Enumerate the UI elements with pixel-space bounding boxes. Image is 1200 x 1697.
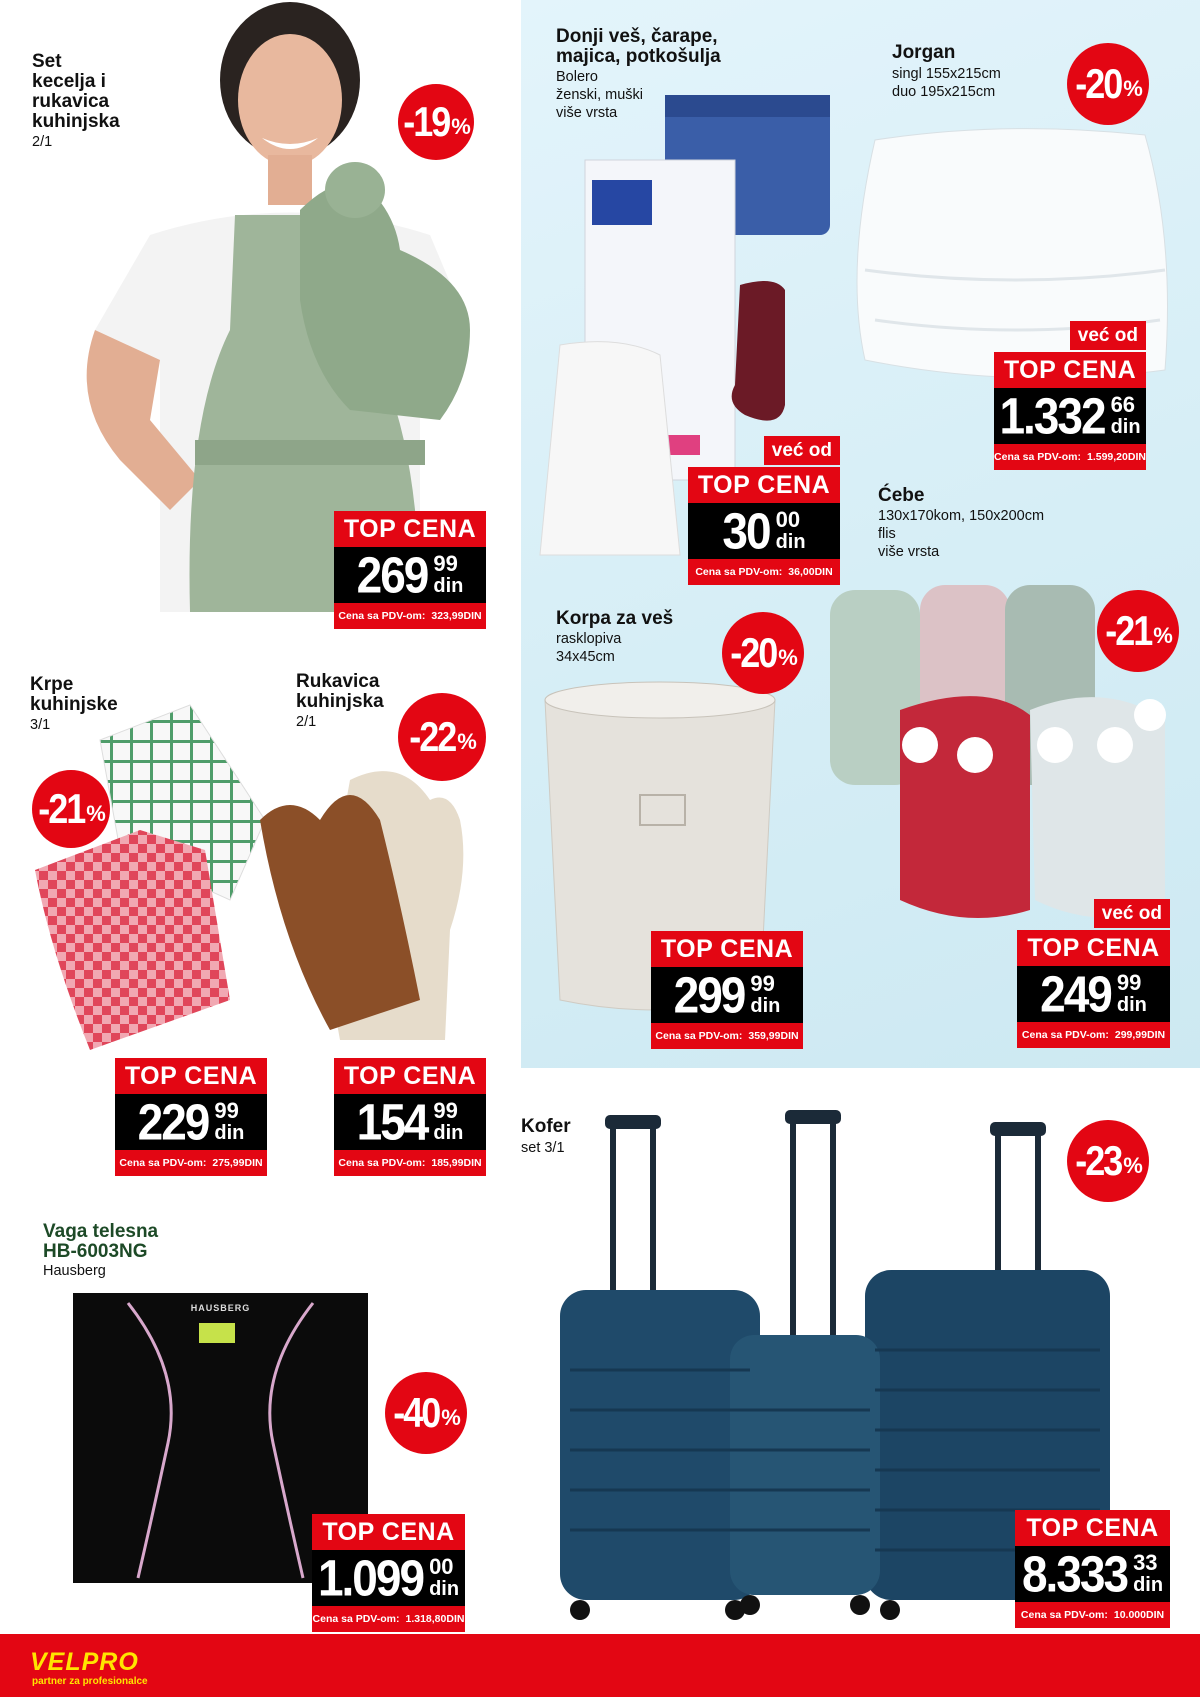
oven-mitts-image (250, 760, 500, 1060)
blanket-title: Ćebe (878, 485, 925, 506)
underwear-desc: Bolero ženski, muški više vrsta (556, 69, 644, 121)
towels-discount-badge: -21 % (32, 770, 110, 848)
velpro-tagline: partner za profesionalce (32, 1676, 148, 1687)
apron-price-tag: TOP CENA 269 99 din Cena sa PDV-om: 323,99DIN (334, 511, 486, 629)
apron-discount-badge: -19 % (398, 84, 474, 160)
blanket-price-tag: već od TOP CENA 249 99 din Cena sa PDV-om: 299,99DIN (1017, 930, 1170, 1048)
scale-desc: Hausberg (43, 1263, 106, 1279)
basket-desc: rasklopiva 34x45cm (556, 631, 622, 665)
duvet-title: Jorgan (892, 42, 956, 63)
mitts-desc: 2/1 (296, 714, 317, 730)
basket-price-tag: TOP CENA 299 99 din Cena sa PDV-om: 359,99DIN (651, 931, 803, 1049)
mitts-price-tag: TOP CENA 154 99 din Cena sa PDV-om: 185,99DIN (334, 1058, 486, 1176)
duvet-discount-badge: -20 % (1067, 43, 1149, 125)
basket-discount-badge: -20 % (722, 612, 804, 694)
suitcase-price-tag: TOP CENA 8.333 33 din Cena sa PDV-om: 10.000DIN (1015, 1510, 1170, 1628)
suitcase-desc: set 3/1 (521, 1140, 565, 1156)
blanket-desc: 130x170kom, 150x200cm flis više vrsta (878, 508, 1045, 560)
scale-brand-label: HAUSBERG (190, 1303, 251, 1313)
scale-discount-badge: -40 % (385, 1372, 467, 1454)
apron-desc: 2/1 (32, 134, 53, 150)
basket-title: Korpa za veš (556, 608, 674, 629)
suitcase-title: Kofer (521, 1116, 571, 1137)
mitts-title: Rukavica kuhinjska (296, 671, 384, 712)
footer-bar (0, 1634, 1200, 1697)
suitcase-discount-badge: -23 % (1067, 1120, 1149, 1202)
blanket-discount-badge: -21 % (1097, 590, 1179, 672)
underwear-title: Donji veš, čarape, majica, potkošulja (556, 26, 721, 67)
scale-price-tag: TOP CENA 1.099 00 din Cena sa PDV-om: 1.318,80DIN (312, 1514, 465, 1632)
apron-title: Set kecelja i rukavica kuhinjska (32, 51, 120, 132)
kitchen-towels-image (30, 700, 275, 1060)
velpro-logo: VELPRO (30, 1648, 139, 1676)
mitts-discount-badge: -22 % (398, 693, 486, 781)
duvet-desc: singl 155x215cm duo 195x215cm (892, 66, 1001, 100)
towels-title: Krpe kuhinjske (30, 674, 118, 715)
duvet-price-tag: već od TOP CENA 1.332 66 din Cena sa PDV-om: 1.599,20DIN (994, 352, 1146, 470)
towels-price-tag: TOP CENA 229 99 din Cena sa PDV-om: 275,99DIN (115, 1058, 267, 1176)
scale-title: Vaga telesna HB-6003NG (43, 1221, 159, 1262)
underwear-price-tag: već od TOP CENA 30 00 din Cena sa PDV-om: 36,00DIN (688, 467, 840, 585)
towels-desc: 3/1 (30, 717, 51, 733)
